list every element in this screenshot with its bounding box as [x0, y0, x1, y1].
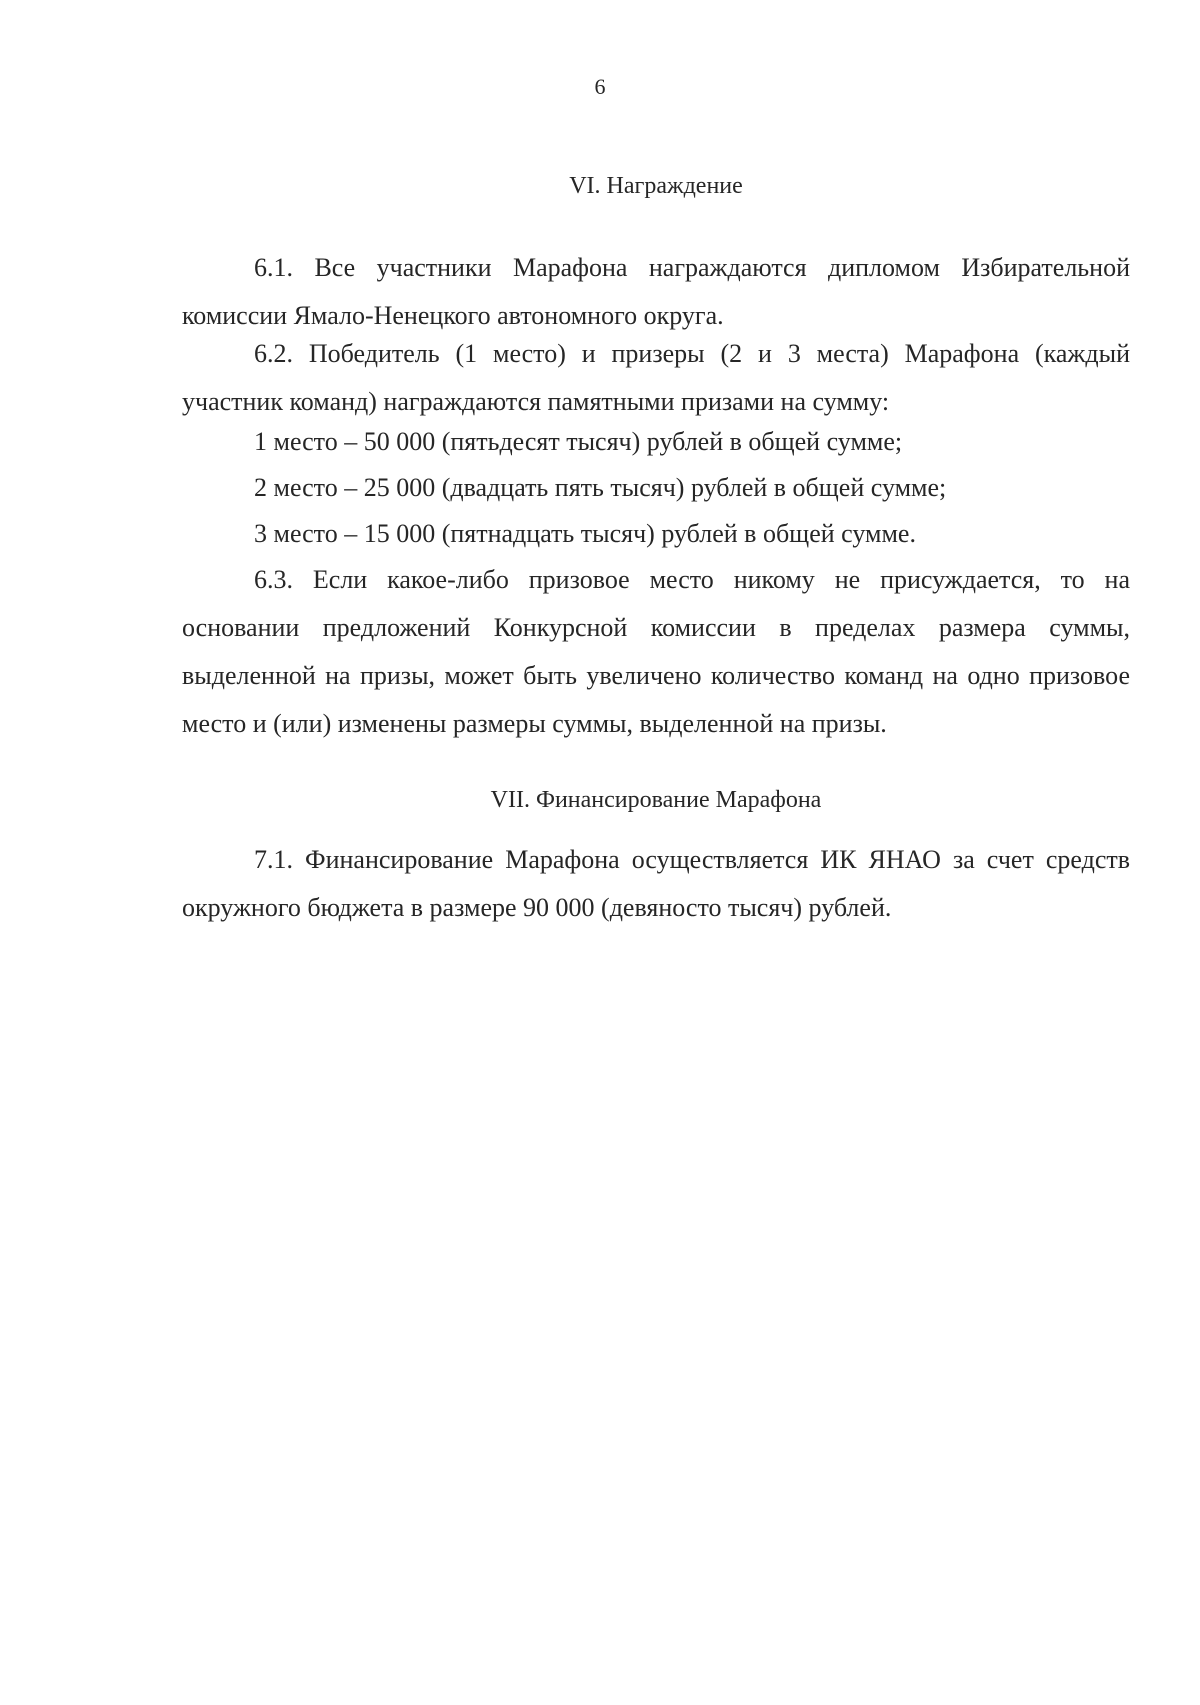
paragraph-7-1: 7.1. Финансирование Марафона осуществляется ИК ЯНАО за счет средств окружного бюджета в размере 90 000 (девяносто тысяч) рублей. [182, 845, 1130, 922]
page-number: 6 [594, 74, 606, 99]
prize-line-1: 1 место – 50 000 (пятьдесят тысяч) рублей в общей сумме; [254, 427, 903, 456]
prize-line-3: 3 место – 15 000 (пятнадцать тысяч) рублей в общей сумме. [254, 519, 916, 548]
paragraph-6-3: 6.3. Если какое-либо призовое место никому не присуждается, то на основании предложений Конкурсной комиссии в пределах размера суммы, выделенной на призы, может быть увеличено количество команд на одно призовое место и (или) изменены размеры суммы, выделенной на призы. [182, 565, 1130, 738]
section-6-heading: VI. Награждение [569, 173, 743, 199]
paragraph-6-1: 6.1. Все участники Марафона награждаются дипломом Избирательной комиссии Ямало-Ненецкого автономного округа. [182, 253, 1130, 330]
section-7-heading: VII. Финансирование Марафона [490, 787, 822, 813]
paragraph-6-2: 6.2. Победитель (1 место) и призеры (2 и 3 места) Марафона (каждый участник команд) награждаются памятными призами на сумму: [182, 339, 1130, 416]
prize-line-2: 2 место – 25 000 (двадцать пять тысяч) рублей в общей сумме; [254, 473, 947, 502]
